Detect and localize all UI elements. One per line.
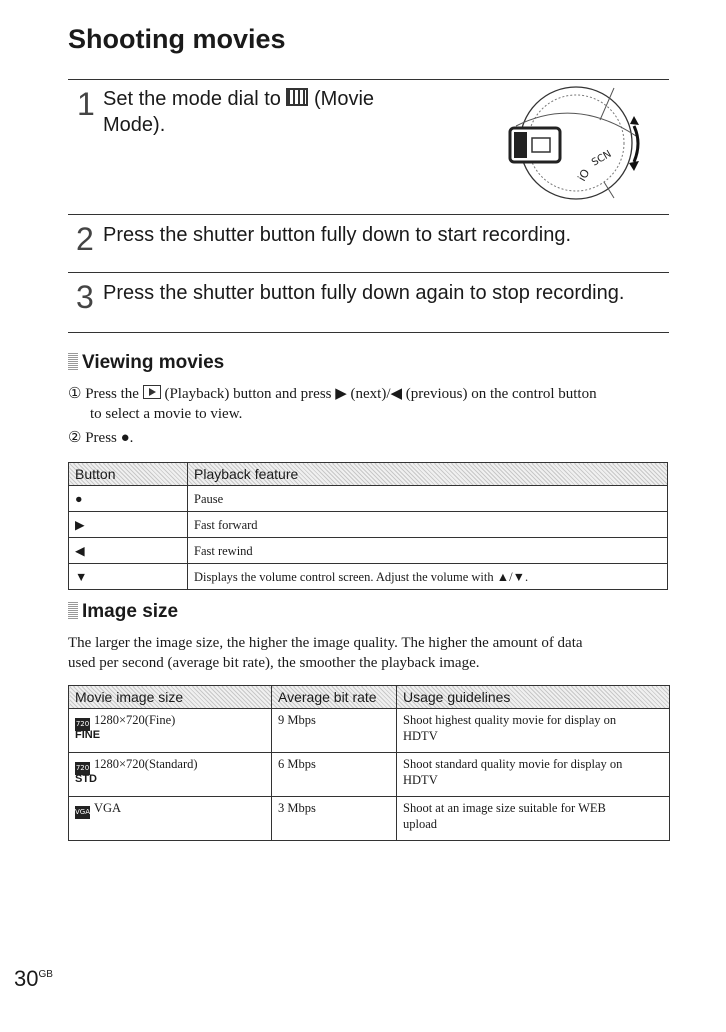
section-heading-image-size: Image size: [68, 601, 178, 623]
step-number: 3: [76, 279, 94, 315]
usage-guideline: Shoot at an image size suitable for WEB upload: [397, 797, 670, 841]
table-header: Button: [69, 463, 188, 486]
image-size-table: [68, 685, 670, 841]
step-2-text: Press the shutter button fully down to start recording.: [103, 224, 572, 246]
divider: [68, 214, 669, 215]
button-symbol: ▶: [69, 512, 188, 538]
playback-icon: [143, 385, 161, 399]
table-header: Average bit rate: [272, 686, 397, 709]
arrow-head-icon: [629, 161, 639, 171]
playback-feature: Fast rewind: [188, 538, 668, 564]
table-header: Movie image size: [69, 686, 272, 709]
section-heading-viewing: Viewing movies: [68, 352, 224, 374]
table-header: Playback feature: [188, 463, 668, 486]
playback-feature: Displays the volume control screen. Adjust the volume with ▲/▼.: [188, 564, 668, 590]
page-title: Shooting movies: [68, 24, 286, 54]
button-symbol: ◀: [69, 538, 188, 564]
dial-label: iO: [575, 166, 593, 184]
mode-dial-illustration: [496, 86, 646, 210]
viewing-step-2: ② Press ●.: [68, 430, 134, 446]
step-number: 1: [77, 86, 95, 122]
usage-guideline: Shoot standard quality movie for display on HDTV: [397, 753, 670, 797]
section-marker: [68, 601, 78, 619]
step-1-text: Set the mode dial to (Movie Mode).: [103, 88, 375, 136]
rotation-arrow: [634, 126, 638, 162]
divider: [68, 79, 669, 80]
table-row: [69, 709, 670, 753]
movie-image-size: VGA VGA: [69, 797, 272, 841]
average-bit-rate: 3 Mbps: [272, 797, 397, 841]
image-size-720-icon: 720: [75, 762, 90, 775]
step-number: 2: [76, 221, 94, 257]
button-symbol: ▼: [69, 564, 188, 590]
image-size-720-icon: 720: [75, 718, 90, 731]
table-row: [69, 564, 668, 590]
arrow-head-icon: [630, 116, 639, 125]
table-header: Usage guidelines: [397, 686, 670, 709]
button-symbol: ●: [69, 486, 188, 512]
section-marker: [68, 352, 78, 370]
table-row: [69, 753, 670, 797]
divider: [68, 272, 669, 273]
movie-image-size: 720 1280×720(Standard) STD: [69, 753, 272, 797]
table-row: [69, 512, 668, 538]
average-bit-rate: 9 Mbps: [272, 709, 397, 753]
average-bit-rate: 6 Mbps: [272, 753, 397, 797]
viewing-step-1: ① Press the (Playback) button and press ▶ (next)/◀ (previous) on the control button to select a movie to view.: [68, 386, 597, 422]
playback-feature: Fast forward: [188, 512, 668, 538]
dial-label: SCN: [590, 148, 614, 169]
table-row: [69, 538, 668, 564]
table-row: [69, 486, 668, 512]
dial-segment: [514, 132, 527, 158]
image-size-vga-icon: VGA: [75, 806, 90, 819]
table-row: [69, 797, 670, 841]
image-size-paragraph: The larger the image size, the higher the image quality. The higher the amount of data used per second (average bit rate), the smoother the playback image.: [68, 635, 583, 671]
playback-feature: Pause: [188, 486, 668, 512]
movie-image-size: 720 1280×720(Fine) FINE: [69, 709, 272, 753]
page-number: $30^{GB}$: [14, 966, 53, 991]
step-3-text: Press the shutter button fully down again to stop recording.: [103, 282, 625, 304]
playback-table: [68, 462, 668, 590]
usage-guideline: Shoot highest quality movie for display on HDTV: [397, 709, 670, 753]
divider: [68, 332, 669, 333]
movie-mode-icon: [286, 88, 308, 106]
